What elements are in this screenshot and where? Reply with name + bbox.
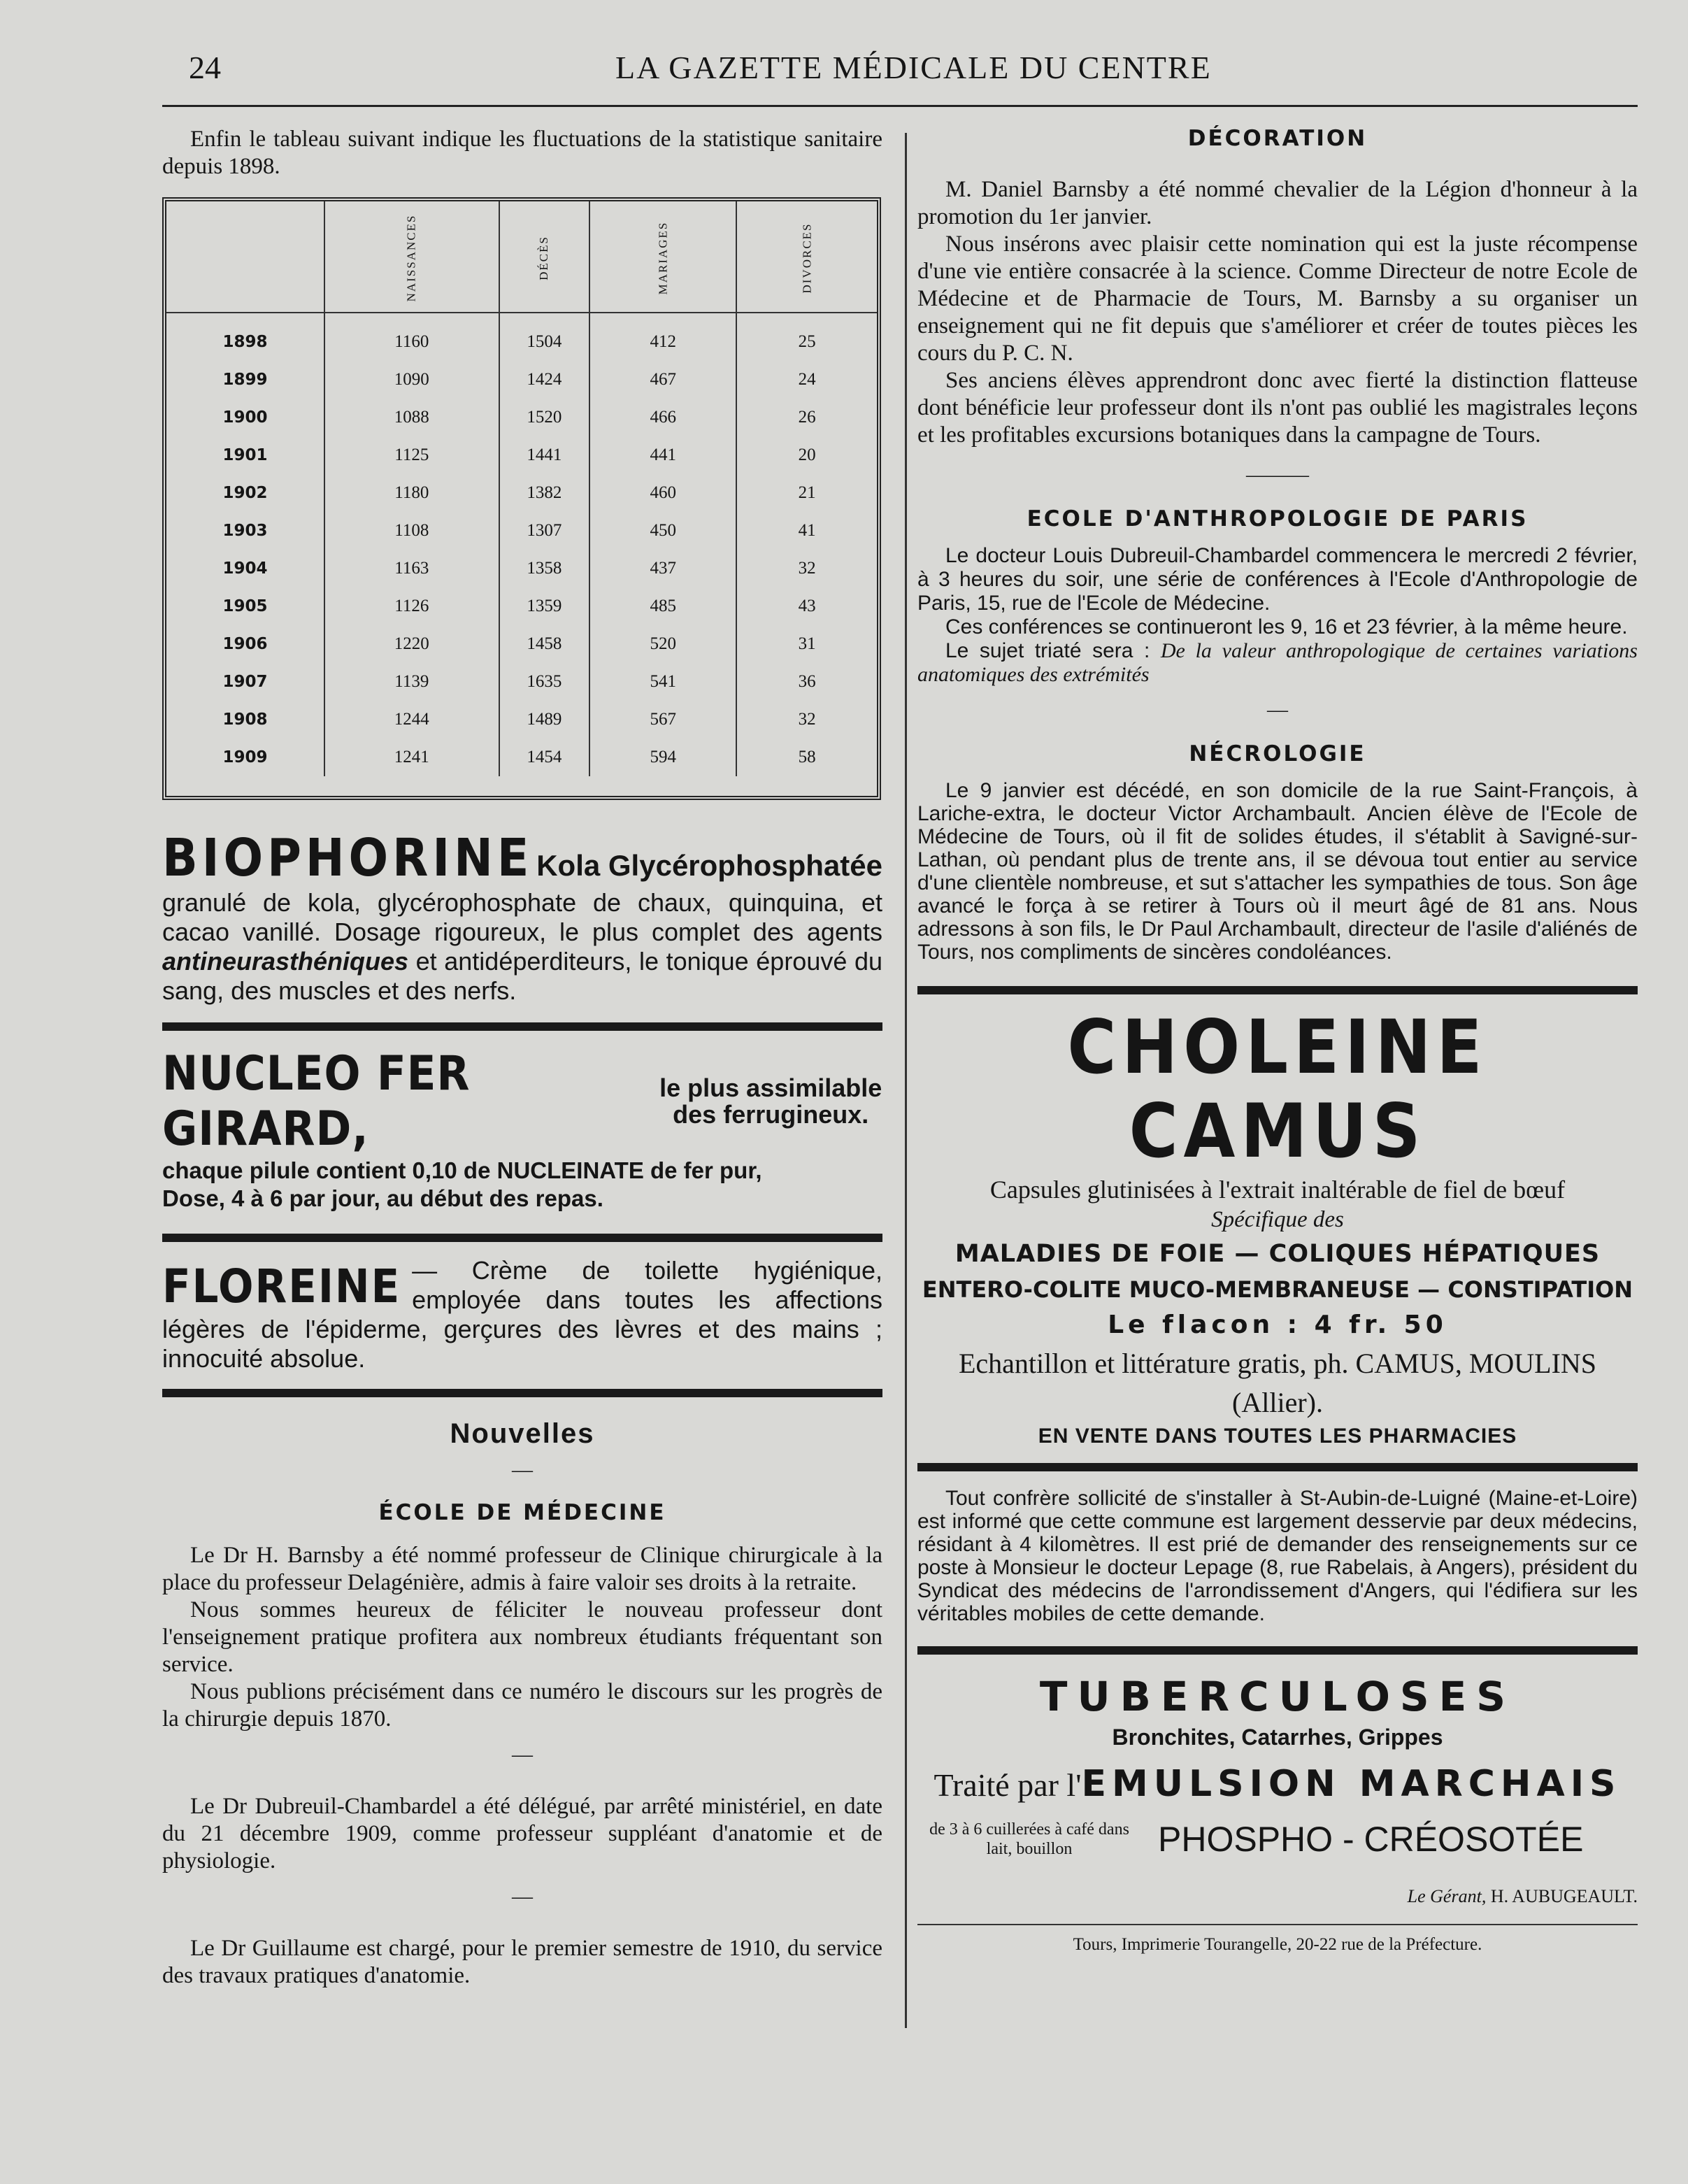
header-rule bbox=[162, 105, 1638, 107]
left-column bbox=[162, 126, 882, 1990]
journal-title: LA GAZETTE MÉDICALE DU CENTRE bbox=[615, 50, 1212, 85]
page-number: 24 bbox=[189, 50, 221, 85]
nouvelles-heading: Nouvelles bbox=[450, 1418, 595, 1449]
marchais-brand: EMULSION MARCHAIS bbox=[1081, 1763, 1622, 1805]
stats-year-cell: 1903 bbox=[222, 522, 268, 540]
stats-row bbox=[166, 512, 877, 550]
stats-cell: 412 bbox=[589, 323, 736, 361]
ad-separator bbox=[917, 1463, 1638, 1471]
stats-cell: 437 bbox=[589, 550, 736, 587]
ad-biophorine bbox=[162, 828, 882, 1006]
floreine-brand: FLOREINE bbox=[162, 1259, 401, 1313]
stats-cell: 1424 bbox=[499, 361, 590, 399]
nouvelles-paragraph: Nous publions précisément dans ce numéro le discours sur les progrès de la chirurgie depuis 1870. bbox=[162, 1679, 882, 1732]
anthropologie-paragraph: Le docteur Louis Dubreuil-Chambardel commencera le mercredi 2 février, à 3 heures du soir, une série de conférences à l'Ecole d'Anthropologie de Paris, 15, rue de l'Ecole de Médecine. bbox=[917, 544, 1638, 615]
stats-col-header: DÉCÈS bbox=[499, 201, 590, 313]
stats-cell: 31 bbox=[736, 625, 877, 663]
stats-table-frame bbox=[162, 197, 881, 800]
stats-row bbox=[166, 323, 877, 361]
right-column bbox=[917, 126, 1638, 1955]
stats-row bbox=[166, 550, 877, 587]
ad-choleine-camus bbox=[917, 1006, 1638, 1450]
ad-floreine bbox=[162, 1256, 882, 1373]
stats-cell: 541 bbox=[589, 663, 736, 701]
nucleo-line-2: Dose, 4 à 6 par jour, au début des repas. bbox=[162, 1185, 603, 1211]
stats-cell: 485 bbox=[589, 587, 736, 625]
stats-year-cell: 1899 bbox=[222, 371, 268, 389]
choleine-line: ENTERO-COLITE MUCO-MEMBRANEUSE — CONSTIPATION bbox=[922, 1276, 1633, 1303]
confrere-paragraph: Tout confrère sollicité de s'installer à St-Aubin-de-Luigné (Maine-et-Loire) est informé que cette commune est largement desservie par deux médecins, résidant à 4 kilomètres. Il est prié de demander des renseignements sur ce poste à Monsieur le docteur Lepage (8, rue Rabelais, à Angers), président du Syndicat des médecins de l'arrondissement d'Angers, qui l'édifiera sur les véritables mobiles de cette demande. bbox=[917, 1487, 1638, 1625]
biophorine-tagline: Kola Glycérophosphatée bbox=[536, 849, 882, 882]
stats-cell: 450 bbox=[589, 512, 736, 550]
footer-rule bbox=[917, 1924, 1638, 1925]
stats-cell: 1458 bbox=[499, 625, 590, 663]
anthropologie-paragraph: Ces conférences se continueront les 9, 16 et 23 février, à la même heure. bbox=[945, 615, 1628, 638]
stats-col-header: MARIAGES bbox=[589, 201, 736, 313]
stats-cell: 1163 bbox=[324, 550, 499, 587]
stats-cell: 466 bbox=[589, 399, 736, 436]
stats-cell: 441 bbox=[589, 436, 736, 474]
stats-cell: 520 bbox=[589, 625, 736, 663]
anthropologie-body bbox=[917, 544, 1638, 687]
stats-row bbox=[166, 663, 877, 701]
dash-separator: — bbox=[512, 1885, 533, 1908]
stats-row bbox=[166, 701, 877, 738]
column-divider bbox=[905, 133, 907, 2028]
decoration-paragraph: M. Daniel Barnsby a été nommé chevalier de la Légion d'honneur à la promotion du 1er janvier. bbox=[917, 177, 1638, 229]
stats-cell: 32 bbox=[736, 701, 877, 738]
nouvelles-paragraph: Le Dr Guillaume est chargé, pour le premier semestre de 1910, du service des travaux pratiques d'anatomie. bbox=[162, 1936, 882, 1988]
stats-cell: 20 bbox=[736, 436, 877, 474]
ad-nucleo-fer-girard bbox=[162, 1046, 882, 1213]
stats-cell: 1241 bbox=[324, 738, 499, 776]
stats-cell: 58 bbox=[736, 738, 877, 776]
stats-body bbox=[166, 313, 877, 776]
stats-cell: 24 bbox=[736, 361, 877, 399]
choleine-brand: CHOLEINE CAMUS bbox=[1067, 1004, 1488, 1174]
stats-header-row bbox=[166, 201, 877, 313]
stats-col-header: NAISSANCES bbox=[324, 201, 499, 313]
stats-cell: 1108 bbox=[324, 512, 499, 550]
nucleo-brand: NUCLEO FER GIRARD, bbox=[162, 1046, 471, 1157]
stats-cell: 594 bbox=[589, 738, 736, 776]
gerant-label: Le Gérant, bbox=[1407, 1886, 1487, 1906]
ad-separator bbox=[917, 986, 1638, 994]
stats-cell: 21 bbox=[736, 474, 877, 512]
necrologie-paragraph: Le 9 janvier est décédé, en son domicile de la rue Saint-François, à Lariche-extra, le docteur Victor Archambault. Ancien élève de l'Ecole de Médecine de Tours, où il fit de solides études, il s'établit à Savigné-sur-Lathan, où pendant plus de trente ans, il se dévoua tout entier au service d'une clientèle nombreuse, et sut s'attacher les sympathies de tous. Son âge avancé le força à se retirer à Tours où il meurt âgé de 81 ans. Nous adressons à son fils, le Dr Paul Archambault, directeur de l'asile d'aliénés de Tours, nos compliments de sincères condoléances. bbox=[917, 779, 1638, 964]
stats-cell: 460 bbox=[589, 474, 736, 512]
decoration-paragraph: Ses anciens élèves apprendront donc avec fierté la distinction flatteuse dont bénéficie leur professeur dont ils n'ont pas oublié les magistrales leçons et les profitables excursions botaniques dans la campagne de Tours. bbox=[917, 368, 1638, 448]
stats-cell: 1139 bbox=[324, 663, 499, 701]
stats-row bbox=[166, 738, 877, 776]
stats-cell: 1088 bbox=[324, 399, 499, 436]
stats-year-cell: 1909 bbox=[222, 748, 268, 766]
necrologie-heading: NÉCROLOGIE bbox=[1189, 741, 1366, 766]
stats-row bbox=[166, 399, 877, 436]
stats-cell: 41 bbox=[736, 512, 877, 550]
nucleo-line-1: chaque pilule contient 0,10 de NUCLEINATE de fer pur, bbox=[162, 1157, 762, 1183]
stats-row bbox=[166, 474, 877, 512]
choleine-line: Capsules glutinisées à l'extrait inaltérable de fiel de bœuf bbox=[989, 1176, 1566, 1204]
ad-separator bbox=[917, 1646, 1638, 1655]
choleine-line: Le flacon : 4 fr. 50 bbox=[1108, 1311, 1447, 1339]
stats-table bbox=[166, 201, 877, 776]
stats-cell: 1244 bbox=[324, 701, 499, 738]
ad-emulsion-marchais bbox=[917, 1673, 1638, 1860]
ad-separator bbox=[162, 1022, 882, 1031]
stats-cell: 1090 bbox=[324, 361, 499, 399]
stats-year-cell: 1904 bbox=[222, 559, 268, 578]
stats-cell: 25 bbox=[736, 323, 877, 361]
stats-cell: 26 bbox=[736, 399, 877, 436]
floreine-text: — Crème de toilette hygiénique, employée dans toutes les affections légères de l'épiderme, gerçures des lèvres et des mains ; innocuité absolue. bbox=[162, 1256, 882, 1373]
nucleo-tagline: le plus assimilable des ferrugineux. bbox=[659, 1073, 882, 1129]
anthropologie-heading: ECOLE D'ANTHROPOLOGIE DE PARIS bbox=[1027, 506, 1529, 531]
stats-row bbox=[166, 625, 877, 663]
biophorine-brand: BIOPHORINE bbox=[162, 828, 534, 888]
stats-cell: 1489 bbox=[499, 701, 590, 738]
stats-cell: 1504 bbox=[499, 323, 590, 361]
choleine-line: Spécifique des bbox=[1211, 1207, 1344, 1232]
stats-cell: 467 bbox=[589, 361, 736, 399]
dash-separator: — bbox=[512, 1458, 533, 1481]
stats-cell: 43 bbox=[736, 587, 877, 625]
anthropologie-paragraph: Le sujet triaté sera : De la valeur anthropologique de certaines variations anatomiques des extrémités bbox=[917, 639, 1638, 686]
stats-year-cell: 1901 bbox=[222, 446, 268, 464]
stats-year-cell: 1906 bbox=[222, 635, 268, 653]
marchais-sub: Bronchites, Catarrhes, Grippes bbox=[1112, 1725, 1443, 1750]
stats-year-cell: 1907 bbox=[222, 673, 268, 691]
dash-separator: — bbox=[512, 1743, 533, 1766]
marchais-title: TUBERCULOSES bbox=[1039, 1673, 1516, 1720]
nouvelles-paragraph: Nous sommes heureux de féliciter le nouveau professeur dont l'enseignement pratique profitera aux nombreux étudiants fréquentant son service. bbox=[162, 1597, 882, 1677]
stats-cell: 1382 bbox=[499, 474, 590, 512]
stats-cell: 32 bbox=[736, 550, 877, 587]
dash-separator: ——— bbox=[1246, 463, 1309, 486]
marchais-dose: de 3 à 6 cuillerées à café dans lait, bouillon bbox=[929, 1820, 1129, 1858]
imprimerie-line: Tours, Imprimerie Tourangelle, 20-22 rue de la Préfecture. bbox=[1073, 1935, 1482, 1954]
ecole-medecine-heading: ÉCOLE DE MÉDECINE bbox=[378, 1500, 666, 1525]
stats-cell: 567 bbox=[589, 701, 736, 738]
dash-separator: — bbox=[1267, 698, 1288, 721]
stats-row bbox=[166, 587, 877, 625]
stats-cell: 36 bbox=[736, 663, 877, 701]
nouvelles-paragraph: Le Dr Dubreuil-Chambardel a été délégué, par arrêté ministériel, en date du 21 décembre 1909, comme professeur suppléant d'anatomie et de physiologie. bbox=[162, 1794, 882, 1873]
stats-cell: 1160 bbox=[324, 323, 499, 361]
stats-cell: 1220 bbox=[324, 625, 499, 663]
decoration-heading: DÉCORATION bbox=[1187, 126, 1368, 151]
stats-cell: 1180 bbox=[324, 474, 499, 512]
gerant-signature bbox=[917, 1886, 1638, 1907]
biophorine-body: granulé de kola, glycérophosphate de chaux, quinquina, et cacao vanillé. Dosage rigoureux, le plus complet des agents antineurasthéniques et antidéperditeurs, le tonique éprouvé du sang, des muscles et des nerfs. bbox=[162, 888, 882, 1005]
stats-cell: 1358 bbox=[499, 550, 590, 587]
nouvelles-paragraph: Le Dr H. Barnsby a été nommé professeur de Clinique chirurgicale à la place du professeur Delagénière, admis à faire valoir ses droits à la retraite. bbox=[162, 1543, 882, 1595]
choleine-line: EN VENTE DANS TOUTES LES PHARMACIES bbox=[1038, 1425, 1517, 1448]
nouvelles-section bbox=[162, 1418, 882, 1990]
stats-row bbox=[166, 361, 877, 399]
gerant-name: H. AUBUGEAULT. bbox=[1490, 1886, 1638, 1906]
choleine-line: MALADIES DE FOIE — COLIQUES HÉPATIQUES bbox=[954, 1240, 1601, 1268]
ad-separator bbox=[162, 1234, 882, 1242]
stats-cell: 1307 bbox=[499, 512, 590, 550]
stats-cell: 1454 bbox=[499, 738, 590, 776]
marchais-phospho: PHOSPHO - CRÉOSOTÉE bbox=[1158, 1820, 1584, 1859]
stats-cell: 1359 bbox=[499, 587, 590, 625]
stats-year-cell: 1902 bbox=[222, 484, 268, 502]
stats-cell: 1126 bbox=[324, 587, 499, 625]
ad-separator bbox=[162, 1389, 882, 1397]
stats-year-cell: 1898 bbox=[222, 333, 268, 351]
stats-intro: Enfin le tableau suivant indique les fluctuations de la statistique sanitaire depuis 1898. bbox=[162, 127, 882, 179]
stats-cell: 1635 bbox=[499, 663, 590, 701]
stats-cell: 1520 bbox=[499, 399, 590, 436]
stats-row bbox=[166, 436, 877, 474]
stats-year-cell: 1905 bbox=[222, 597, 268, 615]
stats-year-cell: 1900 bbox=[222, 408, 268, 427]
stats-cell: 1441 bbox=[499, 436, 590, 474]
stats-col-header: DIVORCES bbox=[736, 201, 877, 313]
choleine-line: Echantillon et littérature gratis, ph. CAMUS, MOULINS (Allier). bbox=[958, 1348, 1597, 1418]
stats-year-header bbox=[166, 201, 324, 313]
decoration-paragraph: Nous insérons avec plaisir cette nomination qui est la juste récompense d'une vie entière consacrée à la science. Comme Directeur de notre Ecole de Médecine et de Pharmacie de Tours, M. Barnsby a su organiser un enseignement qui ne fit depuis que s'améliorer et créer de toutes pièces les cours du P. C. N. bbox=[917, 231, 1638, 366]
marchais-traite: Traité par l' bbox=[934, 1767, 1082, 1803]
stats-cell: 1125 bbox=[324, 436, 499, 474]
stats-year-cell: 1908 bbox=[222, 711, 268, 729]
